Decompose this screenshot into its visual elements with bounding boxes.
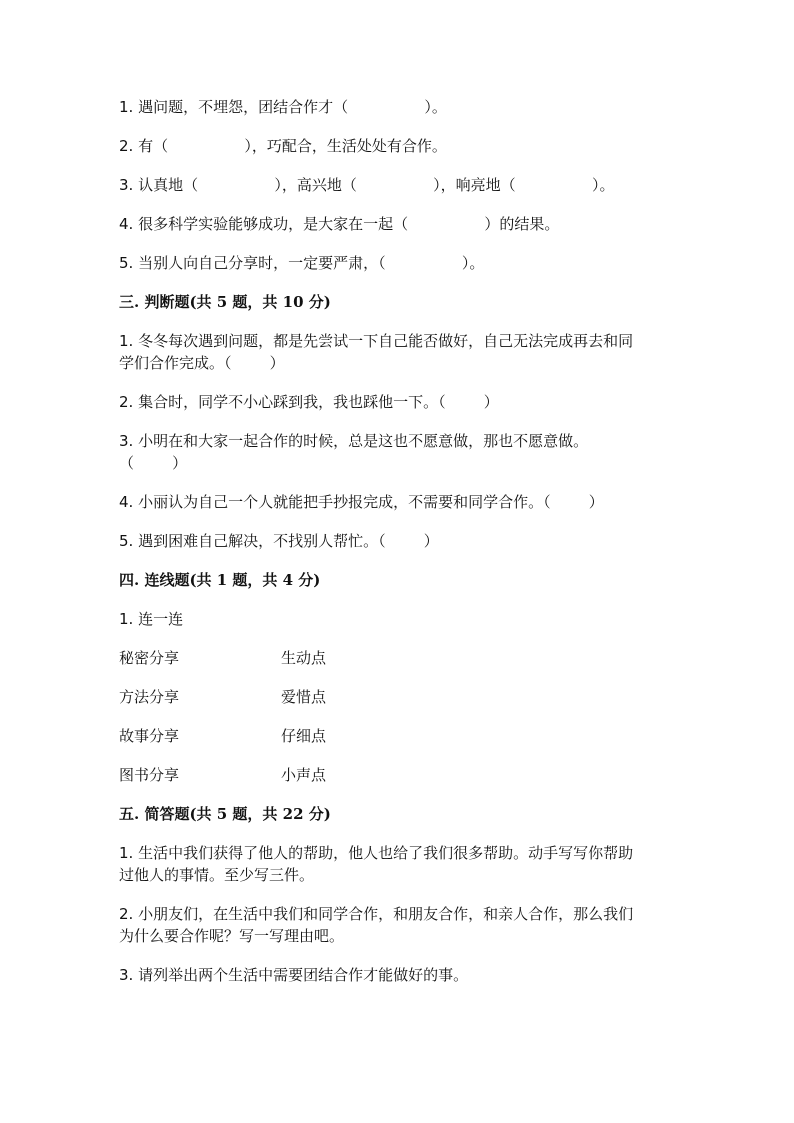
fill-in-section <box>119 96 679 274</box>
short-answer-item-3-line1: 3. 请列举出两个生活中需要团结合作才能做好的事。 <box>119 966 469 984</box>
judge-item-1 <box>119 330 679 374</box>
judge-item-4 <box>119 491 679 513</box>
short-answer-item-2 <box>119 903 679 947</box>
fill-in-item-4: 4. 很多科学实验能够成功，是大家在一起（ ）的结果。 <box>119 215 560 233</box>
match-left-item: 故事分享 <box>119 727 180 745</box>
short-answer-item-1-line1: 1. 生活中我们获得了他人的帮助，他人也给了我们很多帮助。动手写写你帮助 <box>119 844 634 862</box>
short-answer-item-2-line2: 为什么要合作呢？写一写理由吧。 <box>119 927 345 945</box>
short-answer-section-title: 五. 简答题(共 5 题，共 22 分) <box>119 805 331 823</box>
match-right-item: 生动点 <box>281 649 327 667</box>
match-pair <box>119 647 679 669</box>
exam-page <box>119 96 679 986</box>
judge-item-3-line1: 3. 小明在和大家一起合作的时候，总是这也不愿意做，那也不愿意做。 <box>119 432 589 450</box>
judge-item-5 <box>119 530 679 552</box>
judge-item-2-line1: 2. 集合时，同学不小心踩到我，我也踩他一下。（ ） <box>119 393 499 411</box>
match-left-item: 图书分享 <box>119 766 180 784</box>
fill-in-item-2: 2. 有（ ），巧配合，生活处处有合作。 <box>119 137 447 155</box>
judge-item-4-line1: 4. 小丽认为自己一个人就能把手抄报完成，不需要和同学合作。（ ） <box>119 493 604 511</box>
judge-section-title: 三. 判断题(共 5 题，共 10 分) <box>119 293 331 311</box>
match-section-title: 四. 连线题(共 1 题，共 4 分) <box>119 571 321 589</box>
match-left-item: 秘密分享 <box>119 649 180 667</box>
fill-in-item-3: 3. 认真地（ ），高兴地（ ），响亮地（ ）。 <box>119 176 615 194</box>
judge-item-3-line2: （ ） <box>119 454 188 472</box>
short-answer-item-1-line2: 过他人的事情。至少写三件。 <box>119 866 315 884</box>
judge-item-1-line2: 学们合作完成。（ ） <box>119 354 285 372</box>
judge-item-3 <box>119 430 679 474</box>
judge-item-2 <box>119 391 679 413</box>
match-pair <box>119 725 679 747</box>
short-answer-item-1 <box>119 842 679 886</box>
match-right-item: 仔细点 <box>281 727 327 745</box>
short-answer-item-3 <box>119 964 679 986</box>
judge-item-1-line1: 1. 冬冬每次遇到问题，都是先尝试一下自己能否做好，自己无法完成再去和同 <box>119 332 634 350</box>
fill-in-item-5: 5. 当别人向自己分享时，一定要严肃，（ ）。 <box>119 254 485 272</box>
match-right-item: 爱惜点 <box>281 688 327 706</box>
short-answer-item-2-line1: 2. 小朋友们，在生活中我们和同学合作，和朋友合作，和亲人合作，那么我们 <box>119 905 634 923</box>
match-left-item: 方法分享 <box>119 688 180 706</box>
judge-item-5-line1: 5. 遇到困难自己解决，不找别人帮忙。（ ） <box>119 532 439 550</box>
fill-in-item-1: 1. 遇问题，不埋怨，团结合作才（ ）。 <box>119 98 447 116</box>
match-right-item: 小声点 <box>281 766 327 784</box>
match-question: 1. 连一连 <box>119 610 184 628</box>
match-pair <box>119 764 679 786</box>
match-pair <box>119 686 679 708</box>
